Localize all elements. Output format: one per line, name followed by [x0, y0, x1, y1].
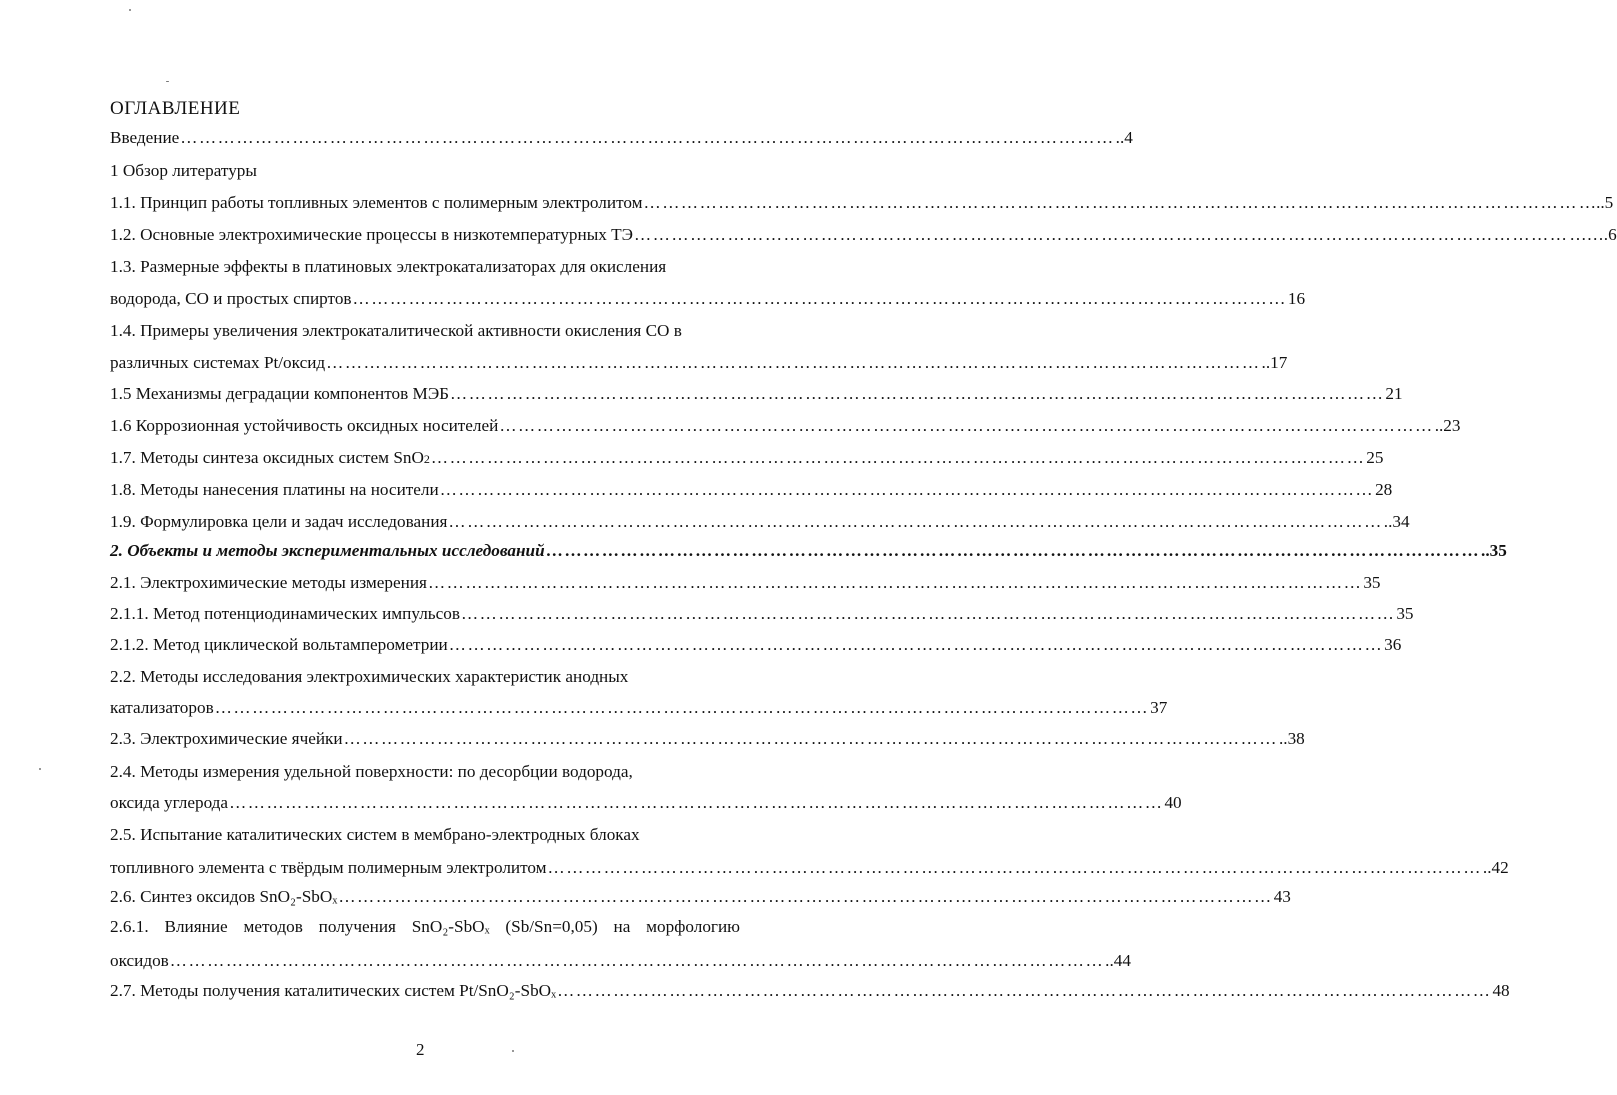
dot-leader: …………………………………………………………………………………………………………………………………… [338, 887, 1273, 906]
toc-entry[interactable] [110, 825, 740, 851]
dot-leader: …………………………………………………………………………………………………………………………………… [439, 480, 1375, 499]
toc-entry-page: 35 [1363, 573, 1381, 592]
dot-leader: …………………………………………………………………………………………………………………………………… [352, 289, 1287, 308]
toc-entry-page: ..44 [1105, 951, 1131, 970]
toc-entry-title: 1.5 Механизмы деградации компонентов МЭБ [110, 384, 450, 403]
toc-entry-page: …….6 [1569, 225, 1617, 244]
scan-speck [512, 1050, 514, 1052]
toc-entry-page: 43 [1273, 887, 1291, 906]
toc-entry-page: 21 [1385, 384, 1403, 403]
toc-entry-page: 16 [1287, 289, 1306, 308]
toc-entry[interactable] [110, 917, 740, 943]
page-number: 2 [416, 1040, 425, 1059]
dot-leader: …………………………………………………………………………………………………………………………………… [343, 729, 1278, 748]
toc-entry-title: Введение [110, 128, 180, 147]
toc-entry-title: 1.9. Формулировка цели и задач исследования [110, 512, 448, 531]
toc-entry-title: 1.7. Методы синтеза оксидных систем SnO [110, 448, 424, 467]
toc-entry[interactable] [110, 541, 1507, 567]
dot-leader: …………………………………………………………………………………………………………………………………… [180, 128, 1115, 147]
dot-leader: …………………………………………………………………………………………………………………………………… [547, 858, 1482, 877]
toc-entry-title: 1.4. Примеры увеличения электрокаталитической активности окисления СО в [110, 321, 682, 340]
toc-entry[interactable] [110, 667, 740, 693]
toc-entry[interactable] [110, 384, 1403, 410]
toc-entry-page: 48 [1492, 981, 1510, 1000]
toc-entry-title: 2.1.2. Метод циклической вольтамперометрии [110, 635, 448, 654]
toc-entry[interactable] [110, 193, 1614, 219]
toc-entry-title: оксида углерода [110, 793, 229, 812]
toc-entry[interactable] [110, 128, 1133, 154]
toc-entry-title: 2.6.1. Влияние методов получения SnO₂-SbOₓ (Sb/Sn=0,05) на морфологию [110, 917, 740, 936]
toc-entry-title: топливного элемента с твёрдым полимерным электролитом [110, 858, 547, 877]
dot-leader: …………………………………………………………………………………………………………………………………… [214, 698, 1150, 717]
toc-entry-title: 2.4. Методы измерения удельной поверхности: по десорбции водорода, [110, 762, 633, 781]
dot-leader: …………………………………………………………………………………………………………………………………… [326, 353, 1261, 372]
toc-entry-title: 1 Обзор литературы [110, 161, 257, 180]
dot-leader: …………………………………………………………………………………………………………………………………… [545, 541, 1481, 560]
toc-entry-title: водорода, СО и простых спиртов [110, 289, 352, 308]
toc-entry-title: 2.1.1. Метод потенциодинамических импульсов [110, 604, 460, 623]
toc-entry[interactable] [110, 573, 1381, 599]
toc-entry-page: ..34 [1383, 512, 1410, 531]
scan-speck [39, 768, 41, 770]
toc-entry[interactable] [110, 289, 1306, 315]
toc-entry[interactable] [110, 762, 740, 788]
dot-leader: …………………………………………………………………………………………………………………………………… [634, 225, 1569, 244]
toc-entry[interactable] [110, 887, 1291, 913]
toc-entry[interactable] [110, 698, 1168, 724]
toc-entry-title: различных системах Pt/оксид [110, 353, 326, 372]
scan-speck [129, 9, 131, 11]
toc-entry-page: 25 [1366, 448, 1384, 467]
toc-entry[interactable] [110, 257, 740, 283]
toc-entry[interactable] [110, 480, 1393, 506]
toc-entry[interactable] [110, 951, 1131, 977]
toc-entry[interactable] [110, 604, 1414, 630]
toc-entry[interactable] [110, 512, 1410, 538]
toc-entry-page: 28 [1375, 480, 1393, 499]
toc-entry[interactable] [110, 225, 1617, 251]
toc-entry-title: 2.6. Синтез оксидов SnO₂-SbOₓ [110, 887, 338, 906]
dot-leader: …………………………………………………………………………………………………………………………………… [448, 635, 1384, 654]
toc-entry[interactable] [110, 981, 1510, 1007]
dot-leader: …………………………………………………………………………………………………………………………………… [229, 793, 1164, 812]
toc-entry[interactable]: 1.7. Методы синтеза оксидных систем SnO 2 …………………………………………………………………………………………………………………………………… 25 [110, 448, 1384, 467]
toc-entry-title: 2.5. Испытание каталитических систем в мембрано-электродных блоках [110, 825, 640, 844]
toc-entry-page: ..4 [1115, 128, 1133, 147]
dot-leader: …………………………………………………………………………………………………………………………………… [430, 448, 1366, 467]
toc-entry-page: 37 [1150, 698, 1168, 717]
toc-entry-title: 1.8. Методы нанесения платины на носители [110, 480, 439, 499]
toc-entry-page: ..38 [1278, 729, 1305, 748]
toc-entry-title: 1.1. Принцип работы топливных элементов с полимерным электролитом [110, 193, 643, 212]
dot-leader: …………………………………………………………………………………………………………………………………… [643, 193, 1578, 212]
dot-leader: …………………………………………………………………………………………………………………………………… [450, 384, 1385, 403]
toc-entry-title: 2.3. Электрохимические ячейки [110, 729, 343, 748]
toc-entry-title: катализаторов [110, 698, 214, 717]
toc-heading: ОГЛАВЛЕНИЕ [110, 98, 241, 119]
dot-leader: …………………………………………………………………………………………………………………………………… [427, 573, 1363, 592]
toc-entry[interactable] [110, 858, 1509, 884]
dot-leader: …………………………………………………………………………………………………………………………………… [499, 416, 1434, 435]
toc-entry-page: …..5 [1578, 193, 1614, 212]
dot-leader: …………………………………………………………………………………………………………………………………… [557, 981, 1492, 1000]
scan-speck [166, 81, 169, 82]
toc-entry[interactable] [110, 161, 740, 187]
toc-entry-page: ..23 [1434, 416, 1461, 435]
toc-entry-title: 2.1. Электрохимические методы измерения [110, 573, 427, 592]
dot-leader: …………………………………………………………………………………………………………………………………… [460, 604, 1396, 623]
toc-entry-title: 2.7. Методы получения каталитических систем Pt/SnO₂-SbOₓ [110, 981, 557, 1000]
toc-entry-page: 36 [1384, 635, 1402, 654]
toc-entry[interactable] [110, 793, 1182, 819]
toc-entry-title: 2.2. Методы исследования электрохимических характеристик анодных [110, 667, 629, 686]
toc-entry-title: 1.2. Основные электрохимические процессы в низкотемпературных ТЭ [110, 225, 634, 244]
toc-entry-page: 35 [1396, 604, 1414, 623]
toc-entry[interactable] [110, 353, 1288, 379]
toc-entry-page: ..17 [1261, 353, 1288, 372]
toc-entry[interactable] [110, 416, 1461, 442]
toc-entry[interactable] [110, 729, 1305, 755]
toc-entry-page: ..42 [1482, 858, 1509, 877]
toc-entry[interactable] [110, 321, 740, 347]
toc-entry-title: 1.3. Размерные эффекты в платиновых электрокатализаторах для окисления [110, 257, 667, 276]
toc-entry-page: 40 [1164, 793, 1182, 812]
dot-leader: …………………………………………………………………………………………………………………………………… [169, 951, 1105, 970]
toc-entry-title: оксидов [110, 951, 169, 970]
toc-entry-title: 2. Объекты и методы экспериментальных исследований [110, 541, 545, 560]
toc-entry-title: 1.6 Коррозионная устойчивость оксидных носителей [110, 416, 499, 435]
dot-leader: …………………………………………………………………………………………………………………………………… [448, 512, 1383, 531]
toc-entry-page: ..35 [1481, 541, 1507, 560]
toc-entry[interactable] [110, 635, 1402, 661]
